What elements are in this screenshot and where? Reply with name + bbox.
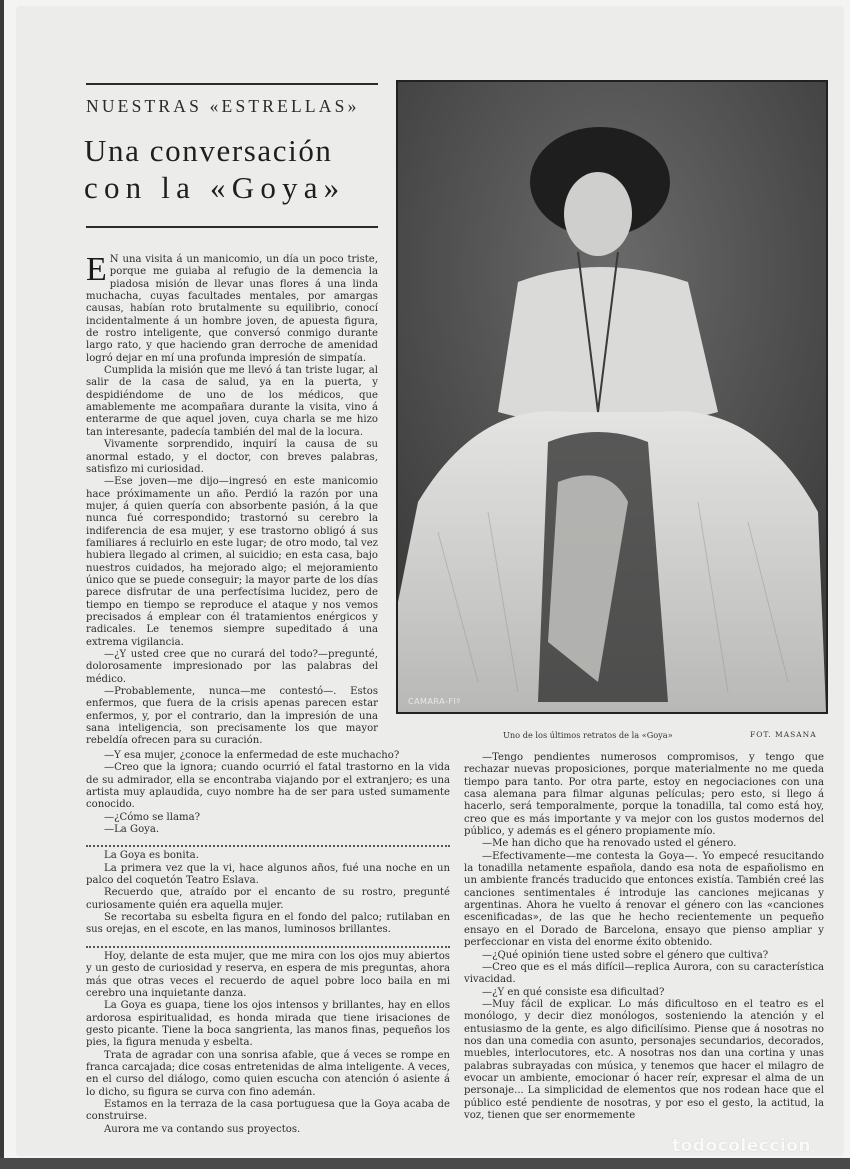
paragraph: Recuerdo que, atraído por el encanto de su rostro, pregunté curiosamente quién era aquella mujer. (86, 887, 450, 911)
paragraph: Aurora me va contando sus proyectos. (104, 1123, 301, 1135)
headline-line-2: con la «Goya» (84, 170, 346, 205)
drop-cap: E (86, 251, 107, 288)
photo-credit: FOT. MASANA (750, 730, 817, 739)
paragraph: —Tengo pendientes numerosos compromisos, y tengo que rechazar nuevas proposiciones, porque materialmente no me queda tiempo para tanto. Por otra parte, estoy en negociaciones con una casa alemana para filmar algunas películas; pero esto, si llego á hacerlo, será temporalmente, porque la tonadilla, tal como está hoy, creo que es más importante y va mejor con los gustos modernos del público, y además es el género propiamente mío. (464, 752, 824, 838)
paragraph: —La Goya. (104, 824, 160, 836)
paragraph: Trata de agradar con una sonrisa afable, que á veces se rompe en franca carcajada; dice cosas entretenidas de alma inteligente. A veces, en el curso del diálogo, como quien escucha con atención ó asiente á lo dicho, su figura se curva con fino ademán. (86, 1049, 450, 1098)
photo-caption: Uno de los últimos retratos de la «Goya» (503, 730, 673, 740)
dotted-separator (86, 838, 450, 847)
paragraph: —Creo que es el más difícil—replica Aurora, con su característica vivacidad. (464, 961, 824, 986)
left-lower-column (86, 750, 450, 1136)
dotted-separator (86, 939, 450, 948)
paragraph: Vivamente sorprendido, inquirí la causa de su anormal estado, y el doctor, con breves palabras, satisfizo mi curiosidad. (86, 439, 378, 475)
portrait-image (398, 82, 826, 712)
paragraph: —Ese joven—me dijo—ingresó en este manicomio hace próximamente un año. Perdió la razón por una mujer, á quien quería con absorbente pasión, á la que nunca fué correspondido; trastornó su cerebro la indiferencia de esa mujer, y ese trastorno obligó á sus familiares á recluirlo en este lugar; de otro modo, tal vez hubiera llegado al crimen, al suicidio; en esta casa, bajo nuestros cuidados, ha mejorado algo; el mejoramiento único que se puede conseguir; la mayor parte de los días parece disfrutar de una perfectísima lucidez, pero de tiempo en tiempo se reproduce el ataque y nos vemos precisados á emplear con él tratamientos enérgicos y radicales. Le tenemos siempre supeditado á una extrema vigilancia. (86, 476, 378, 648)
paragraph: —Creo que la ignora; cuando ocurrió el fatal trastorno en la vida de su admirador, ella se encontraba viajando por el extranjero; es una artista muy aplaudida, cuyo nombre ha de ser para usted sumamente conocido. (86, 762, 450, 811)
paragraph: —¿Y en qué consiste esa dificultad? (482, 986, 665, 998)
paragraph: Cumplida la misión que me llevó á tan triste lugar, al salir de la casa de salud, ya en la puerta, y despidiéndome de uno de los médicos, que amablemente me acompañara durante la visita, vino á enterarme de que aquel joven, cuya charla se me hizo tan interesante, padecía también del mal de la locura. (86, 365, 378, 438)
paragraph: —Y esa mujer, ¿conoce la enfermedad de este muchacho? (104, 750, 400, 761)
paragraph: Hoy, delante de esta mujer, que me mira con los ojos muy abiertos y un gesto de curiosidad y reserva, en espera de mis preguntas, ahora más que otras veces el recuerdo de aquel pobre loco baila en mi cerebro una inquietante danza. (86, 950, 450, 999)
paragraph: Estamos en la terraza de la casa portuguesa que la Goya acaba de construirse. (86, 1098, 450, 1123)
paragraph: —Me han dicho que ha renovado usted el género. (482, 838, 737, 850)
paragraph: —¿Y usted cree que no curará del todo?—pregunté, dolorosamente impresionado por las palabras del médico. (86, 649, 378, 685)
top-rule (86, 83, 378, 85)
left-column (86, 251, 378, 748)
right-lower-column (464, 752, 824, 1122)
paragraph: Se recortaba su esbelta figura en el fondo del palco; rutilaban en sus orejas, en el escote, en las manos, luminosos brillantes. (86, 912, 450, 936)
section-kicker: NUESTRAS «ESTRELLAS» (86, 96, 360, 116)
paragraph: La Goya es bonita. (104, 850, 199, 862)
paragraph: La Goya es guapa, tiene los ojos intensos y brillantes, hay en ellos ardorosa espiritualidad, es honda mirada que tiene irisaciones de gesto picante. Tiene la boca sangrienta, las manos finas, pequeños los pies, la figura menuda y esbelta. (86, 1000, 450, 1049)
scan-bottom-edge (0, 1158, 850, 1169)
paragraph: —Efectivamente—me contesta la Goya—. Yo empecé resucitando la tonadilla netamente española, dando esa nota de españolismo en un ambiente francés traducido que entonces existía. También creé las canciones sentimentales é introduje las canciones mejicanas y argentinas. Ahora he vuelto á renovar el género con las «canciones escenificadas», de las que he hecho recientemente un pequeño ensayo en el Dorado de Barcelona, ensayo que pienso ampliar y perfeccionar en vista del enorme éxito obtenido. (464, 850, 824, 949)
headline-line-1: Una conversación (84, 133, 333, 168)
photographer-stamp: CAMARA-FIº (408, 697, 461, 706)
portrait-photo (396, 80, 828, 714)
paragraph: —¿Cómo se llama? (104, 811, 200, 823)
paragraph: E N una visita á un manicomio, un día un poco triste, porque me guiaba al refugio de la demencia la piadosa misión de llevar unas flores á una linda muchacha, cuyas facultades mentales, por amargas causas, habían roto brutalmente su equilibrio, conocí incidentalmente á un hombre joven, de apuesta figura, de rostro inteligente, que conversó conmigo durante largo rato, y que haciendo gran derroche de amenidad logró dejar en mí una profunda impresión de simpatía. (86, 251, 378, 364)
watermark-logo: todocoleccion (672, 1136, 812, 1156)
headline-rule (86, 226, 378, 228)
headline (84, 132, 384, 206)
paragraph: —Probablemente, nunca—me contestó—. Estos enfermos, que fuera de la crisis apenas parecen estar enfermos, y, por el contrario, dan la impresión de una sana inteligencia, son precisamente los que mayor rebeldía ofrecen para su curación. (86, 686, 378, 747)
paragraph: —Muy fácil de explicar. Lo más dificultoso en el teatro es el monólogo, y decir diez monólogos, sosteniendo la atención y el entusiasmo de la gente, es algo dificilísimo. Piense que á nosotras no nos dan una comedia con asunto, personajes secundarios, decorados, muebles, interlocutores, etc. A nosotras nos dan una cortina y unas palabras subrayadas con música, y tenemos que hacer el milagro de evocar un ambiente, emocionar ó hacer reír, expresar el alma de un personaje... La simplicidad de elementos que nos rodean hace que el público esté pendiente de nosotras, y por eso el gesto, la actitud, la voz, tienen que ser enormemente (464, 998, 824, 1121)
paragraph: La primera vez que la vi, hace algunos años, fué una noche en un palco del coquetón Teatro Eslava. (86, 862, 450, 887)
paragraph: —¿Qué opinión tiene usted sobre el género que cultiva? (482, 949, 769, 961)
